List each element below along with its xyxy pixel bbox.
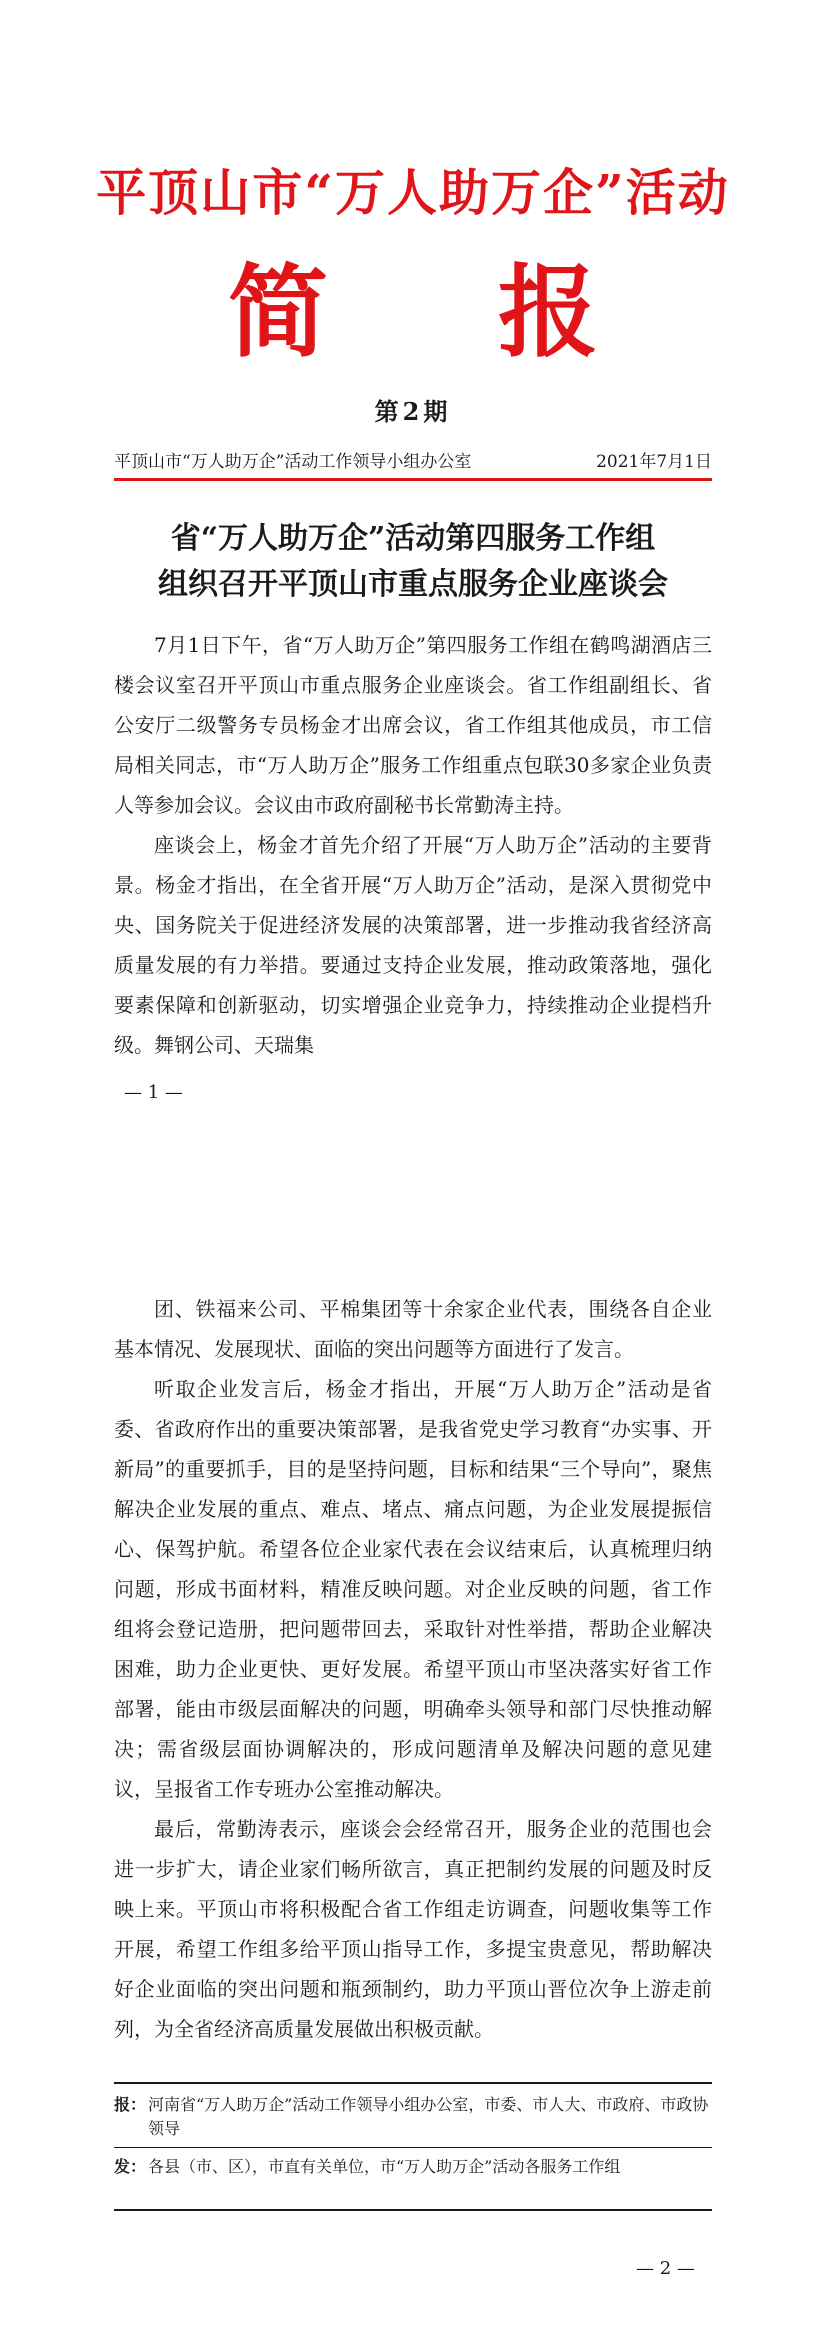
distribution-bottom-rule xyxy=(114,2209,712,2211)
distribution-send xyxy=(114,2155,712,2179)
masthead-brief xyxy=(0,253,826,371)
red-divider xyxy=(114,478,712,481)
paragraph: 听取企业发言后，杨金才指出，开展“万人助万企”活动是省委、省政府作出的重要决策部署，是我省党史学习教育“办实事、开新局”的重要抓手，目的是坚持问题，目标和结果“三个导向”，聚焦解决企业发展的重点、难点、堵点、痛点问题，为企业发展提振信心、保驾护航。希望各位企业家代表在会议结束后，认真梳理归纳问题，形成书面材料，精准反映问题。对企业反映的问题，省工作组将会登记造册，把问题带回去，采取针对性举措，帮助企业解决困难，助力企业更快、更好发展。希望平顶山市坚决落实好省工作部署，能由市级层面解决的问题，明确牵头领导和部门尽快推动解决；需省级层面协调解决的，形成问题清单及解决问题的意见建议，呈报省工作专班办公室推动解决。 xyxy=(114,1377,712,1801)
send-recipients: 各县（市、区），市直有关单位，市“万人助万企”活动各服务工作组 xyxy=(148,2157,621,2176)
paragraph: 团、铁福来公司、平棉集团等十余家企业代表，围绕各自企业基本情况、发展现状、面临的突出问题等方面进行了发言。 xyxy=(114,1297,712,1361)
article-body-page-1 xyxy=(114,625,712,1065)
issuer-row xyxy=(114,447,712,472)
headline-line-1: 省“万人助万企”活动第四服务工作组 xyxy=(170,521,656,556)
paragraph: 座谈会上，杨金才首先介绍了开展“万人助万企”活动的主要背景。杨金才指出，在全省开展“万人助万企”活动，是深入贯彻党中央、国务院关于促进经济发展的决策部署，进一步推动我省经济高质量发展的有力举措。要通过支持企业发展，推动政策落地，强化要素保障和创新驱动，切实增强企业竞争力，持续推动企业提档升级。舞钢公司、天瑞集 xyxy=(114,833,712,1057)
paragraph: 7月1日下午，省“万人助万企”第四服务工作组在鹤鸣湖酒店三楼会议室召开平顶山市重点服务企业座谈会。省工作组副组长、省公安厅二级警务专员杨金才出席会议，省工作组其他成员，市工信局相关同志，市“万人助万企”服务工作组重点包联30多家企业负责人等参加会议。会议由市政府副秘书长常勤涛主持。 xyxy=(114,633,712,817)
distribution-report xyxy=(114,2093,712,2141)
page-number-1: — 1 — xyxy=(124,1082,183,1103)
paragraph: 最后，常勤涛表示，座谈会会经常召开，服务企业的范围也会进一步扩大，请企业家们畅所欲言，真正把制约发展的问题及时反映上来。平顶山市将积极配合省工作组走访调查，问题收集等工作开展，希望工作组多给平顶山指导工作，多提宝贵意见，帮助解决好企业面临的突出问题和瓶颈制约，助力平顶山晋位次争上游走前列，为全省经济高质量发展做出积极贡献。 xyxy=(114,1817,712,2041)
page-2 xyxy=(0,1169,826,2338)
issue-number: 第2期 xyxy=(374,397,452,426)
report-label: 报： xyxy=(114,2095,147,2114)
page-number-2: — 2 — xyxy=(636,2258,695,2279)
send-label: 发： xyxy=(114,2157,147,2176)
masthead-brief-char-1: 简 xyxy=(228,253,328,371)
distribution-mid-rule xyxy=(114,2147,712,2148)
article-body-page-2 xyxy=(114,1289,712,2049)
distribution-top-rule xyxy=(114,2082,712,2084)
report-recipients: 河南省“万人助万企”活动工作领导小组办公室，市委、市人大、市政府、市政协领导 xyxy=(148,2095,709,2138)
masthead-brief-char-2: 报 xyxy=(498,253,598,371)
masthead-title: 平顶山市“万人助万企”活动 xyxy=(96,163,730,222)
article-headline xyxy=(0,516,826,608)
issuer-office: 平顶山市“万人助万企”活动工作领导小组办公室 xyxy=(114,452,472,472)
issue-date: 2021年7月1日 xyxy=(596,452,712,472)
headline-line-2: 组织召开平顶山市重点服务企业座谈会 xyxy=(158,567,668,602)
